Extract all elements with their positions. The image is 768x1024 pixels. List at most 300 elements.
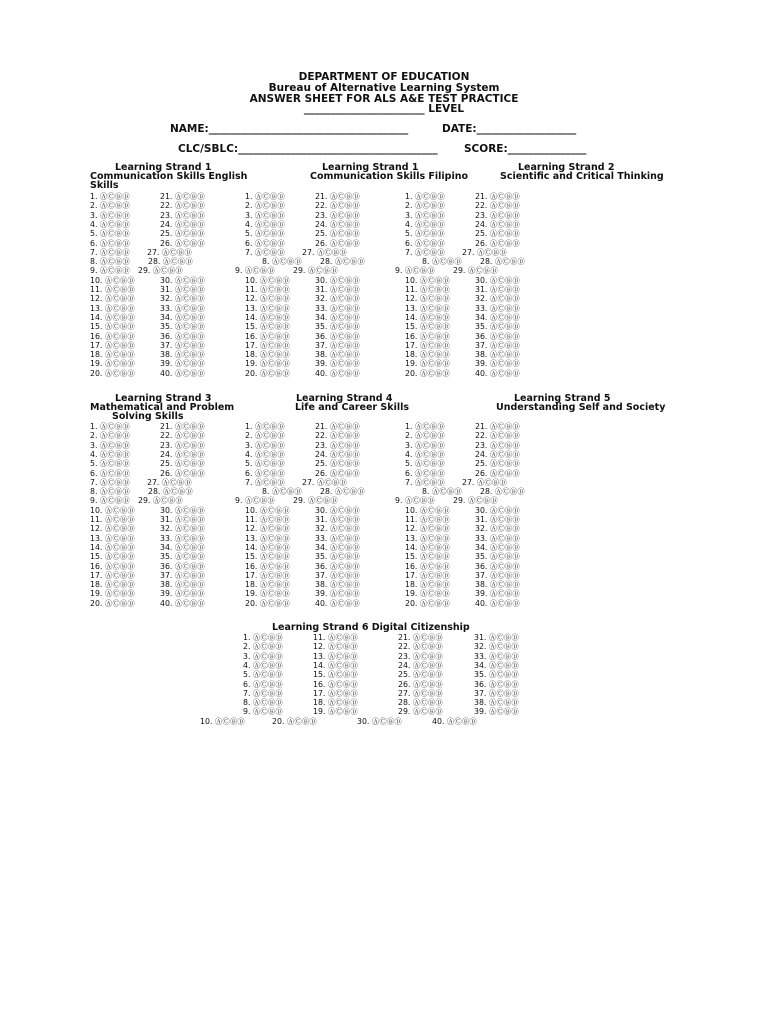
answer-bubbles[interactable]: ⒶⒸⒷⒹ <box>487 368 520 378</box>
answer-bubbles[interactable]: ⒶⒸⒷⒹ <box>487 561 520 571</box>
answer-bubbles[interactable]: ⒶⒸⒷⒹ <box>474 477 507 487</box>
answer-bubbles[interactable]: ⒶⒸⒷⒹ <box>417 294 450 304</box>
answer-bubbles[interactable]: ⒶⒸⒷⒹ <box>102 515 135 524</box>
answer-bubbles[interactable]: ⒶⒸⒷⒹ <box>487 359 520 369</box>
answer-bubbles[interactable]: ⒶⒸⒷⒹ <box>172 303 205 313</box>
answer-bubbles[interactable]: ⒶⒸⒷⒹ <box>252 201 285 211</box>
answer-bubbles[interactable]: ⒶⒸⒷⒹ <box>257 561 290 571</box>
answer-bubbles[interactable]: ⒶⒸⒷⒹ <box>97 496 130 506</box>
answer-bubbles[interactable]: ⒶⒸⒷⒹ <box>257 331 290 341</box>
answer-bubbles[interactable]: ⒶⒸⒷⒹ <box>97 422 130 431</box>
answer-bubbles[interactable]: ⒶⒸⒷⒹ <box>332 487 365 497</box>
answer-bubbles[interactable]: ⒶⒸⒷⒹ <box>417 505 450 515</box>
answer-bubbles[interactable]: ⒶⒸⒷⒹ <box>327 303 360 313</box>
answer-bubbles[interactable]: ⒶⒸⒷⒹ <box>327 294 360 304</box>
answer-bubbles[interactable]: ⒶⒸⒷⒹ <box>325 660 358 670</box>
answer-bubbles[interactable]: ⒶⒸⒷⒹ <box>172 192 205 201</box>
answer-bubbles[interactable]: ⒶⒸⒷⒹ <box>159 247 192 257</box>
answer-bubbles[interactable]: ⒶⒸⒷⒹ <box>172 524 205 534</box>
item-number: 23. <box>160 210 173 220</box>
answer-bubbles[interactable]: ⒶⒸⒷⒹ <box>257 368 290 378</box>
answer-bubbles[interactable]: ⒶⒸⒷⒹ <box>417 515 450 524</box>
answer-bubbles[interactable]: ⒶⒸⒷⒹ <box>487 331 520 341</box>
answer-bubbles[interactable]: ⒶⒸⒷⒹ <box>487 515 520 524</box>
answer-bubbles[interactable]: ⒶⒸⒷⒹ <box>172 589 205 599</box>
name-field[interactable]: NAME:______________________________________ <box>170 123 409 135</box>
answer-bubbles[interactable]: ⒶⒸⒷⒹ <box>487 580 520 590</box>
answer-bubbles[interactable]: ⒶⒸⒷⒹ <box>369 716 402 726</box>
answer-bubbles[interactable]: ⒶⒸⒷⒹ <box>97 238 130 248</box>
answer-bubbles[interactable]: ⒶⒸⒷⒹ <box>102 331 135 341</box>
answer-bubbles[interactable]: ⒶⒸⒷⒹ <box>486 679 519 689</box>
answer-bubbles[interactable]: ⒶⒸⒷⒹ <box>102 359 135 369</box>
item-number: 22. <box>160 431 173 441</box>
answer-bubbles[interactable]: ⒶⒸⒷⒹ <box>172 431 205 441</box>
answer-bubbles[interactable]: ⒶⒸⒷⒹ <box>486 707 519 717</box>
answer-bubbles[interactable]: ⒶⒸⒷⒹ <box>97 477 130 487</box>
date-field[interactable]: DATE:___________________ <box>442 123 577 135</box>
item-number: 30. <box>315 275 328 285</box>
answer-bubbles[interactable]: ⒶⒸⒷⒹ <box>327 350 360 360</box>
answer-bubbles[interactable]: ⒶⒸⒷⒹ <box>172 468 205 478</box>
answer-bubbles[interactable]: ⒶⒸⒷⒹ <box>325 651 358 661</box>
answer-bubbles[interactable]: ⒶⒸⒷⒹ <box>250 660 283 670</box>
answer-bubbles[interactable]: ⒶⒸⒷⒹ <box>327 229 360 239</box>
item-number: 12. <box>245 524 258 534</box>
answer-bubbles[interactable]: ⒶⒸⒷⒹ <box>327 201 360 211</box>
answer-bubbles[interactable]: ⒶⒸⒷⒹ <box>487 303 520 313</box>
answer-bubbles[interactable]: ⒶⒸⒷⒹ <box>172 449 205 459</box>
answer-bubbles[interactable]: ⒶⒸⒷⒹ <box>327 449 360 459</box>
answer-bubbles[interactable]: ⒶⒸⒷⒹ <box>486 670 519 680</box>
answer-bubbles[interactable]: ⒶⒸⒷⒹ <box>327 505 360 515</box>
answer-bubbles[interactable]: ⒶⒸⒷⒹ <box>486 642 519 652</box>
answer-bubbles[interactable]: ⒶⒸⒷⒹ <box>172 515 205 524</box>
answer-bubbles[interactable]: ⒶⒸⒷⒹ <box>487 340 520 350</box>
answer-bubbles[interactable]: ⒶⒸⒷⒹ <box>327 468 360 478</box>
answer-bubbles[interactable]: ⒶⒸⒷⒹ <box>269 487 302 497</box>
answer-bubbles[interactable]: ⒶⒸⒷⒹ <box>172 440 205 450</box>
answer-bubbles[interactable]: ⒶⒸⒷⒹ <box>102 294 135 304</box>
answer-bubbles[interactable]: ⒶⒸⒷⒹ <box>257 515 290 524</box>
answer-bubbles[interactable]: ⒶⒸⒷⒹ <box>172 505 205 515</box>
answer-bubbles[interactable]: ⒶⒸⒷⒹ <box>417 561 450 571</box>
answer-bubbles[interactable]: ⒶⒸⒷⒹ <box>172 229 205 239</box>
answer-bubbles[interactable]: ⒶⒸⒷⒹ <box>102 570 135 580</box>
answer-bubbles[interactable]: ⒶⒸⒷⒹ <box>412 422 445 431</box>
answer-bubbles[interactable]: ⒶⒸⒷⒹ <box>410 688 443 698</box>
answer-bubbles[interactable]: ⒶⒸⒷⒹ <box>172 322 205 332</box>
answer-bubbles[interactable]: ⒶⒸⒷⒹ <box>412 219 445 229</box>
answer-bubbles[interactable]: ⒶⒸⒷⒹ <box>410 633 443 642</box>
answer-bubbles[interactable]: ⒶⒸⒷⒹ <box>417 312 450 322</box>
score-field[interactable]: SCORE:_______________ <box>464 143 587 155</box>
answer-bubbles[interactable]: ⒶⒸⒷⒹ <box>172 201 205 211</box>
answer-bubbles[interactable]: ⒶⒸⒷⒹ <box>412 238 445 248</box>
answer-bubbles[interactable]: ⒶⒸⒷⒹ <box>252 210 285 220</box>
answer-bubbles[interactable]: ⒶⒸⒷⒹ <box>242 266 275 276</box>
answer-bubbles[interactable]: ⒶⒸⒷⒹ <box>327 312 360 322</box>
answer-bubbles[interactable]: ⒶⒸⒷⒹ <box>487 201 520 211</box>
answer-bubbles[interactable]: ⒶⒸⒷⒹ <box>417 359 450 369</box>
answer-bubbles[interactable]: ⒶⒸⒷⒹ <box>250 642 283 652</box>
answer-bubbles[interactable]: ⒶⒸⒷⒹ <box>325 642 358 652</box>
answer-bubbles[interactable]: ⒶⒸⒷⒹ <box>257 275 290 285</box>
answer-bubbles[interactable]: ⒶⒸⒷⒹ <box>257 312 290 322</box>
answer-bubbles[interactable]: ⒶⒸⒷⒹ <box>102 303 135 313</box>
answer-bubbles[interactable]: ⒶⒸⒷⒹ <box>327 561 360 571</box>
answer-bubbles[interactable]: ⒶⒸⒷⒹ <box>429 487 462 497</box>
answer-bubbles[interactable]: ⒶⒸⒷⒹ <box>97 229 130 239</box>
answer-bubbles[interactable]: ⒶⒸⒷⒹ <box>257 542 290 552</box>
answer-bubbles[interactable]: ⒶⒸⒷⒹ <box>97 431 130 441</box>
answer-bubbles[interactable]: ⒶⒸⒷⒹ <box>159 477 192 487</box>
answer-bubbles[interactable]: ⒶⒸⒷⒹ <box>242 496 275 506</box>
answer-bubbles[interactable]: ⒶⒸⒷⒹ <box>172 580 205 590</box>
answer-bubbles[interactable]: ⒶⒸⒷⒹ <box>327 210 360 220</box>
answer-row <box>245 369 290 379</box>
answer-bubbles[interactable]: ⒶⒸⒷⒹ <box>97 266 130 276</box>
answer-bubbles[interactable]: ⒶⒸⒷⒹ <box>487 505 520 515</box>
answer-bubbles[interactable]: ⒶⒸⒷⒹ <box>102 368 135 378</box>
answer-bubbles[interactable]: ⒶⒸⒷⒹ <box>257 359 290 369</box>
item-number: 39. <box>315 589 328 599</box>
answer-bubbles[interactable]: ⒶⒸⒷⒹ <box>325 679 358 689</box>
answer-bubbles[interactable]: ⒶⒸⒷⒹ <box>417 368 450 378</box>
answer-bubbles[interactable]: ⒶⒸⒷⒹ <box>327 238 360 248</box>
answer-bubbles[interactable]: ⒶⒸⒷⒹ <box>487 459 520 469</box>
answer-bubbles[interactable]: ⒶⒸⒷⒹ <box>412 449 445 459</box>
answer-bubbles[interactable]: ⒶⒸⒷⒹ <box>97 468 130 478</box>
answer-bubbles[interactable]: ⒶⒸⒷⒹ <box>102 598 135 608</box>
answer-bubbles[interactable]: ⒶⒸⒷⒹ <box>250 688 283 698</box>
answer-bubbles[interactable]: ⒶⒸⒷⒹ <box>172 350 205 360</box>
answer-bubbles[interactable]: ⒶⒸⒷⒹ <box>172 331 205 341</box>
answer-bubbles[interactable]: ⒶⒸⒷⒹ <box>412 201 445 211</box>
answer-bubbles[interactable]: ⒶⒸⒷⒹ <box>410 679 443 689</box>
answer-bubbles[interactable]: ⒶⒸⒷⒹ <box>417 589 450 599</box>
answer-bubbles[interactable]: ⒶⒸⒷⒹ <box>487 589 520 599</box>
answer-bubbles[interactable]: ⒶⒸⒷⒹ <box>257 340 290 350</box>
answer-bubbles[interactable]: ⒶⒸⒷⒹ <box>172 285 205 294</box>
answer-bubbles[interactable]: ⒶⒸⒷⒹ <box>465 496 498 506</box>
item-number: 14. <box>405 542 418 552</box>
answer-bubbles[interactable]: ⒶⒸⒷⒹ <box>172 219 205 229</box>
answer-bubbles[interactable]: ⒶⒸⒷⒹ <box>327 570 360 580</box>
answer-bubbles[interactable]: ⒶⒸⒷⒹ <box>486 660 519 670</box>
answer-bubbles[interactable]: ⒶⒸⒷⒹ <box>252 192 285 201</box>
answer-bubbles[interactable]: ⒶⒸⒷⒹ <box>284 716 317 726</box>
answer-bubbles[interactable]: ⒶⒸⒷⒹ <box>252 247 285 257</box>
answer-bubbles[interactable]: ⒶⒸⒷⒹ <box>172 368 205 378</box>
answer-bubbles[interactable]: ⒶⒸⒷⒹ <box>325 698 358 708</box>
item-number: 18. <box>313 698 326 708</box>
answer-bubbles[interactable]: ⒶⒸⒷⒹ <box>252 229 285 239</box>
answer-bubbles[interactable]: ⒶⒸⒷⒹ <box>97 449 130 459</box>
answer-bubbles[interactable]: ⒶⒸⒷⒹ <box>492 487 525 497</box>
answer-bubbles[interactable]: ⒶⒸⒷⒹ <box>417 340 450 350</box>
answer-bubbles[interactable]: ⒶⒸⒷⒹ <box>97 487 130 497</box>
answer-bubbles[interactable]: ⒶⒸⒷⒹ <box>487 322 520 332</box>
item-number: 2. <box>405 201 413 211</box>
answer-bubbles[interactable]: ⒶⒸⒷⒹ <box>417 542 450 552</box>
answer-bubbles[interactable]: ⒶⒸⒷⒹ <box>487 449 520 459</box>
answer-bubbles[interactable]: ⒶⒸⒷⒹ <box>102 524 135 534</box>
answer-bubbles[interactable]: ⒶⒸⒷⒹ <box>160 257 193 267</box>
answer-bubbles[interactable]: ⒶⒸⒷⒹ <box>487 350 520 360</box>
answer-bubbles[interactable]: ⒶⒸⒷⒹ <box>172 422 205 431</box>
answer-bubbles[interactable]: ⒶⒸⒷⒹ <box>252 440 285 450</box>
answer-bubbles[interactable]: ⒶⒸⒷⒹ <box>252 219 285 229</box>
answer-bubbles[interactable]: ⒶⒸⒷⒹ <box>257 533 290 543</box>
answer-bubbles[interactable]: ⒶⒸⒷⒹ <box>487 229 520 239</box>
answer-bubbles[interactable]: ⒶⒸⒷⒹ <box>252 477 285 487</box>
answer-bubbles[interactable]: ⒶⒸⒷⒹ <box>410 698 443 708</box>
answer-bubbles[interactable]: ⒶⒸⒷⒹ <box>410 670 443 680</box>
answer-bubbles[interactable]: ⒶⒸⒷⒹ <box>257 524 290 534</box>
answer-bubbles[interactable]: ⒶⒸⒷⒹ <box>97 192 130 201</box>
answer-bubbles[interactable]: ⒶⒸⒷⒹ <box>486 651 519 661</box>
item-number: 2. <box>245 201 253 211</box>
answer-bubbles[interactable]: ⒶⒸⒷⒹ <box>410 707 443 717</box>
answer-bubbles[interactable]: ⒶⒸⒷⒹ <box>150 496 183 506</box>
item-number: 7. <box>90 247 98 257</box>
answer-bubbles[interactable]: ⒶⒸⒷⒹ <box>327 422 360 431</box>
answer-bubbles[interactable]: ⒶⒸⒷⒹ <box>252 449 285 459</box>
answer-bubbles[interactable]: ⒶⒸⒷⒹ <box>257 570 290 580</box>
answer-bubbles[interactable]: ⒶⒸⒷⒹ <box>172 238 205 248</box>
item-number: 18. <box>405 350 418 360</box>
answer-bubbles[interactable]: ⒶⒸⒷⒹ <box>487 210 520 220</box>
answer-bubbles[interactable]: ⒶⒸⒷⒹ <box>417 285 450 294</box>
answer-bubbles[interactable]: ⒶⒸⒷⒹ <box>102 340 135 350</box>
answer-bubbles[interactable]: ⒶⒸⒷⒹ <box>172 542 205 552</box>
answer-bubbles[interactable]: ⒶⒸⒷⒹ <box>172 210 205 220</box>
answer-bubbles[interactable]: ⒶⒸⒷⒹ <box>172 359 205 369</box>
answer-bubbles[interactable]: ⒶⒸⒷⒹ <box>492 257 525 267</box>
answer-bubbles[interactable]: ⒶⒸⒷⒹ <box>305 266 338 276</box>
answer-bubbles[interactable]: ⒶⒸⒷⒹ <box>412 229 445 239</box>
answer-bubbles[interactable]: ⒶⒸⒷⒹ <box>102 589 135 599</box>
answer-bubbles[interactable]: ⒶⒸⒷⒹ <box>102 350 135 360</box>
answer-bubbles[interactable]: ⒶⒸⒷⒹ <box>97 210 130 220</box>
answer-bubbles[interactable]: ⒶⒸⒷⒹ <box>327 598 360 608</box>
answer-bubbles[interactable]: ⒶⒸⒷⒹ <box>487 431 520 441</box>
answer-bubbles[interactable]: ⒶⒸⒷⒹ <box>257 552 290 562</box>
answer-bubbles[interactable]: ⒶⒸⒷⒹ <box>487 192 520 201</box>
answer-bubbles[interactable]: ⒶⒸⒷⒹ <box>487 524 520 534</box>
answer-bubbles[interactable]: ⒶⒸⒷⒹ <box>252 431 285 441</box>
answer-bubbles[interactable]: ⒶⒸⒷⒹ <box>325 688 358 698</box>
answer-bubbles[interactable]: ⒶⒸⒷⒹ <box>250 679 283 689</box>
answer-bubbles[interactable]: ⒶⒸⒷⒹ <box>487 285 520 294</box>
answer-bubbles[interactable]: ⒶⒸⒷⒹ <box>257 505 290 515</box>
answer-bubbles[interactable]: ⒶⒸⒷⒹ <box>412 459 445 469</box>
answer-bubbles[interactable]: ⒶⒸⒷⒹ <box>412 431 445 441</box>
answer-bubbles[interactable]: ⒶⒸⒷⒹ <box>327 368 360 378</box>
answer-bubbles[interactable]: ⒶⒸⒷⒹ <box>412 440 445 450</box>
answer-bubbles[interactable]: ⒶⒸⒷⒹ <box>252 468 285 478</box>
answer-bubbles[interactable]: ⒶⒸⒷⒹ <box>487 570 520 580</box>
answer-bubbles[interactable]: ⒶⒸⒷⒹ <box>257 285 290 294</box>
answer-bubbles[interactable]: ⒶⒸⒷⒹ <box>257 322 290 332</box>
answer-bubbles[interactable]: ⒶⒸⒷⒹ <box>257 294 290 304</box>
answer-bubbles[interactable]: ⒶⒸⒷⒹ <box>332 257 365 267</box>
answer-bubbles[interactable]: ⒶⒸⒷⒹ <box>412 477 445 487</box>
answer-bubbles[interactable]: ⒶⒸⒷⒹ <box>327 533 360 543</box>
answer-bubbles[interactable]: ⒶⒸⒷⒹ <box>410 642 443 652</box>
answer-bubbles[interactable]: ⒶⒸⒷⒹ <box>487 598 520 608</box>
clc-field[interactable]: CLC/SBLC:______________________________________ <box>178 143 438 155</box>
answer-bubbles[interactable]: ⒶⒸⒷⒹ <box>417 350 450 360</box>
answer-bubbles[interactable]: ⒶⒸⒷⒹ <box>327 431 360 441</box>
answer-bubbles[interactable]: ⒶⒸⒷⒹ <box>257 303 290 313</box>
answer-bubbles[interactable]: ⒶⒸⒷⒹ <box>172 552 205 562</box>
answer-bubbles[interactable]: ⒶⒸⒷⒹ <box>97 440 130 450</box>
answer-bubbles[interactable]: ⒶⒸⒷⒹ <box>102 552 135 562</box>
answer-bubbles[interactable]: ⒶⒸⒷⒹ <box>487 219 520 229</box>
answer-bubbles[interactable]: ⒶⒸⒷⒹ <box>327 192 360 201</box>
answer-bubbles[interactable]: ⒶⒸⒷⒹ <box>327 524 360 534</box>
answer-bubbles[interactable]: ⒶⒸⒷⒹ <box>327 440 360 450</box>
answer-bubbles[interactable]: ⒶⒸⒷⒹ <box>102 580 135 590</box>
answer-bubbles[interactable]: ⒶⒸⒷⒹ <box>412 210 445 220</box>
answer-bubbles[interactable]: ⒶⒸⒷⒹ <box>305 496 338 506</box>
answer-bubbles[interactable]: ⒶⒸⒷⒹ <box>465 266 498 276</box>
answer-bubbles[interactable]: ⒶⒸⒷⒹ <box>257 580 290 590</box>
answer-bubbles[interactable]: ⒶⒸⒷⒹ <box>417 552 450 562</box>
answer-bubbles[interactable]: ⒶⒸⒷⒹ <box>172 533 205 543</box>
answer-bubbles[interactable]: ⒶⒸⒷⒹ <box>412 247 445 257</box>
answer-bubbles[interactable]: ⒶⒸⒷⒹ <box>417 533 450 543</box>
item-number: 3. <box>243 651 251 661</box>
answer-bubbles[interactable]: ⒶⒸⒷⒹ <box>327 331 360 341</box>
answer-bubbles[interactable]: ⒶⒸⒷⒹ <box>327 552 360 562</box>
answer-bubbles[interactable]: ⒶⒸⒷⒹ <box>327 322 360 332</box>
item-number: 3. <box>90 440 98 450</box>
answer-bubbles[interactable]: ⒶⒸⒷⒹ <box>172 294 205 304</box>
answer-bubbles[interactable]: ⒶⒸⒷⒹ <box>412 192 445 201</box>
answer-bubbles[interactable]: ⒶⒸⒷⒹ <box>410 660 443 670</box>
answer-bubbles[interactable]: ⒶⒸⒷⒹ <box>410 651 443 661</box>
answer-bubbles[interactable]: ⒶⒸⒷⒹ <box>102 542 135 552</box>
answer-bubbles[interactable]: ⒶⒸⒷⒹ <box>269 257 302 267</box>
answer-bubbles[interactable]: ⒶⒸⒷⒹ <box>487 422 520 431</box>
answer-bubbles[interactable]: ⒶⒸⒷⒹ <box>402 266 435 276</box>
answer-bubbles[interactable]: ⒶⒸⒷⒹ <box>487 238 520 248</box>
answer-bubbles[interactable]: ⒶⒸⒷⒹ <box>327 275 360 285</box>
answer-bubbles[interactable]: ⒶⒸⒷⒹ <box>314 477 347 487</box>
answer-bubbles[interactable]: ⒶⒸⒷⒹ <box>257 589 290 599</box>
answer-bubbles[interactable]: ⒶⒸⒷⒹ <box>97 459 130 469</box>
answer-bubbles[interactable]: ⒶⒸⒷⒹ <box>250 651 283 661</box>
answer-bubbles[interactable]: ⒶⒸⒷⒹ <box>172 340 205 350</box>
answer-bubbles[interactable]: ⒶⒸⒷⒹ <box>172 275 205 285</box>
answer-bubbles[interactable]: ⒶⒸⒷⒹ <box>250 633 283 642</box>
answer-bubbles[interactable]: ⒶⒸⒷⒹ <box>172 312 205 322</box>
answer-bubbles[interactable]: ⒶⒸⒷⒹ <box>444 716 477 726</box>
answer-bubbles[interactable]: ⒶⒸⒷⒹ <box>325 670 358 680</box>
answer-bubbles[interactable]: ⒶⒸⒷⒹ <box>417 322 450 332</box>
answer-bubbles[interactable]: ⒶⒸⒷⒹ <box>250 670 283 680</box>
answer-bubbles[interactable]: ⒶⒸⒷⒹ <box>402 496 435 506</box>
answer-bubbles[interactable]: ⒶⒸⒷⒹ <box>487 294 520 304</box>
answer-bubbles[interactable]: ⒶⒸⒷⒹ <box>474 247 507 257</box>
answer-bubbles[interactable]: ⒶⒸⒷⒹ <box>252 459 285 469</box>
answer-bubbles[interactable]: ⒶⒸⒷⒹ <box>417 570 450 580</box>
answer-bubbles[interactable]: ⒶⒸⒷⒹ <box>102 285 135 294</box>
answer-bubbles[interactable]: ⒶⒸⒷⒹ <box>102 561 135 571</box>
answer-bubbles[interactable]: ⒶⒸⒷⒹ <box>327 542 360 552</box>
answer-bubbles[interactable]: ⒶⒸⒷⒹ <box>417 275 450 285</box>
answer-bubbles[interactable]: ⒶⒸⒷⒹ <box>327 219 360 229</box>
answer-bubbles[interactable]: ⒶⒸⒷⒹ <box>172 459 205 469</box>
answer-bubbles[interactable]: ⒶⒸⒷⒹ <box>252 238 285 248</box>
answer-bubbles[interactable]: ⒶⒸⒷⒹ <box>327 359 360 369</box>
answer-bubbles[interactable]: ⒶⒸⒷⒹ <box>314 247 347 257</box>
answer-bubbles[interactable]: ⒶⒸⒷⒹ <box>327 580 360 590</box>
answer-bubbles[interactable]: ⒶⒸⒷⒹ <box>429 257 462 267</box>
answer-bubbles[interactable]: ⒶⒸⒷⒹ <box>102 312 135 322</box>
answer-bubbles[interactable]: ⒶⒸⒷⒹ <box>250 698 283 708</box>
answer-bubbles[interactable]: ⒶⒸⒷⒹ <box>487 542 520 552</box>
answer-bubbles[interactable]: ⒶⒸⒷⒹ <box>327 459 360 469</box>
answer-bubbles[interactable]: ⒶⒸⒷⒹ <box>172 598 205 608</box>
answer-bubbles[interactable]: ⒶⒸⒷⒹ <box>327 515 360 524</box>
answer-bubbles[interactable]: ⒶⒸⒷⒹ <box>160 487 193 497</box>
answer-bubbles[interactable]: ⒶⒸⒷⒹ <box>97 247 130 257</box>
answer-bubbles[interactable]: ⒶⒸⒷⒹ <box>257 598 290 608</box>
answer-bubbles[interactable]: ⒶⒸⒷⒹ <box>102 505 135 515</box>
item-number: 33. <box>475 533 488 543</box>
answer-bubbles[interactable]: ⒶⒸⒷⒹ <box>412 468 445 478</box>
answer-bubbles[interactable]: ⒶⒸⒷⒹ <box>487 312 520 322</box>
answer-bubbles[interactable]: ⒶⒸⒷⒹ <box>487 468 520 478</box>
answer-bubbles[interactable]: ⒶⒸⒷⒹ <box>417 524 450 534</box>
answer-bubbles[interactable]: ⒶⒸⒷⒹ <box>417 303 450 313</box>
answer-bubbles[interactable]: ⒶⒸⒷⒹ <box>487 533 520 543</box>
answer-bubbles[interactable]: ⒶⒸⒷⒹ <box>417 598 450 608</box>
answer-bubbles[interactable]: ⒶⒸⒷⒹ <box>325 633 358 642</box>
answer-bubbles[interactable]: ⒶⒸⒷⒹ <box>417 331 450 341</box>
answer-bubbles[interactable]: ⒶⒸⒷⒹ <box>252 422 285 431</box>
answer-bubbles[interactable]: ⒶⒸⒷⒹ <box>257 350 290 360</box>
answer-bubbles[interactable]: ⒶⒸⒷⒹ <box>486 688 519 698</box>
answer-bubbles[interactable]: ⒶⒸⒷⒹ <box>486 633 519 642</box>
answer-bubbles[interactable]: ⒶⒸⒷⒹ <box>327 589 360 599</box>
strand-subtitle: Communication Skills Filipino <box>310 171 469 182</box>
answer-bubbles[interactable]: ⒶⒸⒷⒹ <box>97 201 130 211</box>
answer-bubbles[interactable]: ⒶⒸⒷⒹ <box>172 570 205 580</box>
answer-bubbles[interactable]: ⒶⒸⒷⒹ <box>487 440 520 450</box>
answer-bubbles[interactable]: ⒶⒸⒷⒹ <box>250 707 283 717</box>
answer-bubbles[interactable]: ⒶⒸⒷⒹ <box>150 266 183 276</box>
answer-bubbles[interactable]: ⒶⒸⒷⒹ <box>417 580 450 590</box>
answer-bubbles[interactable]: ⒶⒸⒷⒹ <box>97 257 130 267</box>
answer-bubbles[interactable]: ⒶⒸⒷⒹ <box>172 561 205 571</box>
answer-bubbles[interactable]: ⒶⒸⒷⒹ <box>102 533 135 543</box>
answer-bubbles[interactable]: ⒶⒸⒷⒹ <box>212 716 245 726</box>
answer-bubbles[interactable]: ⒶⒸⒷⒹ <box>327 285 360 294</box>
answer-bubbles[interactable]: ⒶⒸⒷⒹ <box>97 219 130 229</box>
answer-bubbles[interactable]: ⒶⒸⒷⒹ <box>487 552 520 562</box>
answer-bubbles[interactable]: ⒶⒸⒷⒹ <box>102 275 135 285</box>
answer-bubbles[interactable]: ⒶⒸⒷⒹ <box>325 707 358 717</box>
answer-bubbles[interactable]: ⒶⒸⒷⒹ <box>486 698 519 708</box>
answer-bubbles[interactable]: ⒶⒸⒷⒹ <box>487 275 520 285</box>
answer-bubbles[interactable]: ⒶⒸⒷⒹ <box>327 340 360 350</box>
answer-bubbles[interactable]: ⒶⒸⒷⒹ <box>102 322 135 332</box>
